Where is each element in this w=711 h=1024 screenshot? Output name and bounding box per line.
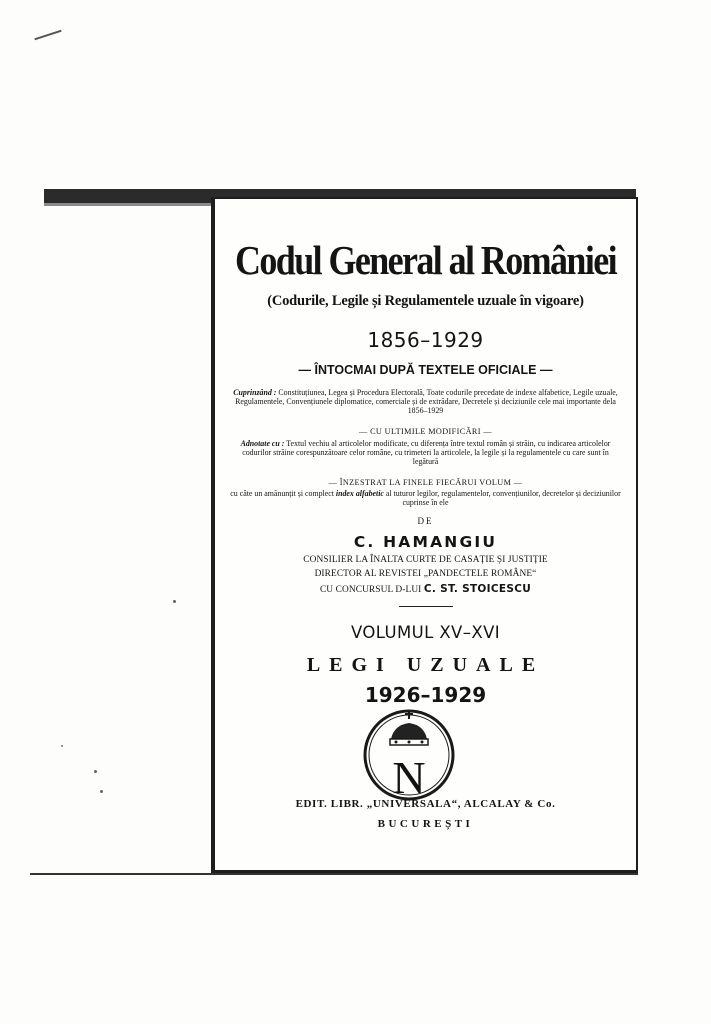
by-label: DE: [417, 516, 434, 526]
equipped-line: — ÎNZESTRAT LA FINELE FIECĂRUI VOLUM —: [328, 478, 523, 487]
scan-speck: [34, 30, 61, 41]
book-subtitle: (Codurile, Legile și Regulamentele uzuale în vigoare): [267, 293, 584, 309]
book-title: Codul General al României: [235, 237, 616, 283]
author-role-2: DIRECTOR AL REVISTEI „PANDECTELE ROMÂNE“: [314, 569, 537, 579]
annotations-paragraph: [229, 439, 622, 467]
contents-paragraph: [229, 388, 622, 416]
author-role-1: CONSILIER LA ÎNALTA CURTE DE CASAȚIE ȘI JUSTIȚIE: [303, 555, 548, 565]
scan-speck: [100, 790, 103, 793]
book-years: 1856–1929: [367, 328, 484, 352]
annotations-lead: Adnotate cu :: [240, 439, 285, 448]
collaboration-line: [215, 583, 636, 595]
divider-rule: [399, 606, 453, 607]
scan-speck: [94, 770, 97, 773]
scan-speck: [173, 600, 176, 603]
collaborator-name: C. ST. STOICESCU: [423, 583, 532, 595]
latest-changes-line: — CU ULTIMILE MODIFICĂRI —: [359, 427, 492, 436]
index-text-after: al tuturor legilor, regulamentelor, convențiunilor, decretelor și deciziunilor cuprinse în ele: [385, 489, 621, 508]
volume-label: VOLUMUL XV–XVI: [350, 623, 501, 642]
publisher-line: EDIT. LIBR. „UNIVERSALA“, ALCALAY & Co.: [295, 798, 556, 810]
emblem-letter: N: [392, 752, 426, 803]
index-text-before: cu câte un amănunțit și complect: [230, 489, 334, 498]
collaboration-prefix: CU CONCURSUL D-LUI: [319, 585, 422, 595]
scan-speck: [61, 745, 63, 747]
author-name: C. HAMANGIU: [353, 533, 498, 551]
crown-monogram-emblem-icon: [354, 705, 464, 805]
index-emphasis: index alfabetic: [335, 489, 384, 498]
title-page: [211, 197, 638, 873]
contents-lead: Cuprinzând :: [233, 388, 277, 397]
annotations-text: Textul vechiu al articolelor modificate, cu diferența între textul român și străin, cu indicarea articolelor codurilor străine corespunzătoare celor române, cu trimeteri la articolele, la legile și la regulamentele cu care sunt în legătură: [242, 439, 611, 467]
section-title: LEGI UZUALE: [306, 654, 545, 676]
publisher-city: BUCUREȘTI: [377, 818, 474, 830]
book-top-edge-shadow: [44, 203, 214, 206]
index-paragraph: [229, 489, 622, 507]
book-bottom-edge: [30, 873, 638, 875]
section-years: 1926–1929: [364, 683, 487, 707]
contents-text: Constituțiunea, Legea și Procedura Electorală, Toate codurile precedate de indexe alfabetice, Legile uzuale, Regulamentele, Convențiunele diplomatice, comerciale și de extrădare, Decretele și deciziunile cele mai importante dela 1856–1929: [235, 388, 618, 416]
official-texts-line: — ÎNTOCMAI DUPĂ TEXTELE OFICIALE —: [298, 363, 553, 377]
